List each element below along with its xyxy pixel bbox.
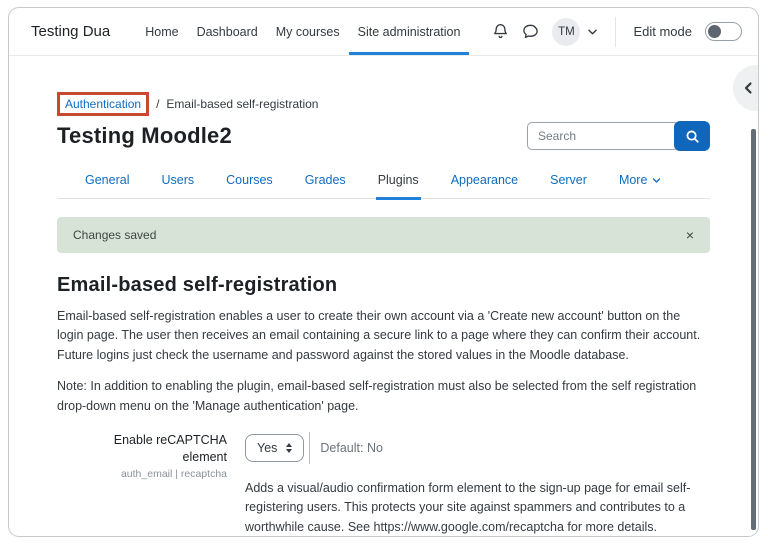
setting-row-enable-recaptcha [57, 432, 710, 537]
tab-general[interactable]: General [85, 173, 130, 187]
chevron-left-icon [742, 81, 755, 95]
select-updown-icon [286, 443, 292, 453]
user-menu[interactable] [552, 18, 598, 46]
setting-id-text: auth_email | recaptcha [120, 467, 227, 480]
setting-default-value: Default: No [320, 440, 383, 455]
avatar[interactable]: TM [552, 18, 580, 46]
success-alert [57, 217, 710, 253]
navbar-right-cluster [492, 8, 742, 55]
nav-item-home[interactable]: Home [145, 24, 179, 39]
moodle-app-window [8, 7, 759, 537]
chevron-down-icon [652, 177, 661, 184]
edit-mode-toggle[interactable] [705, 22, 742, 41]
breadcrumb-link-authentication[interactable]: Authentication [65, 97, 142, 111]
edit-mode-label: Edit mode [633, 24, 692, 39]
navbar-divider [615, 17, 616, 47]
section-note-paragraph: Note: In addition to enabling the plugin, email-based self-registration must also be selected from the self registration drop-down menu on the 'Manage authentication' page. [57, 379, 697, 413]
breadcrumb-annotation-box [57, 92, 149, 116]
setting-label-column [57, 432, 227, 537]
alert-message: Changes saved [73, 228, 157, 242]
tab-courses[interactable]: Courses [226, 173, 273, 187]
search-input[interactable] [527, 122, 679, 150]
messages-chat-icon[interactable] [522, 23, 539, 40]
breadcrumb [57, 92, 710, 116]
recaptcha-select-value: Yes [257, 440, 278, 455]
tab-more[interactable] [617, 165, 663, 198]
chevron-down-icon [587, 28, 598, 36]
setting-control-row [245, 432, 710, 464]
admin-tabs [57, 165, 710, 199]
tab-plugins[interactable]: Plugins [376, 165, 421, 198]
tab-appearance[interactable]: Appearance [450, 173, 519, 187]
recaptcha-select[interactable] [245, 434, 304, 462]
control-divider [309, 432, 310, 464]
breadcrumb-separator: / [156, 97, 160, 111]
tab-users[interactable]: Users [161, 173, 195, 187]
primary-nav [136, 8, 469, 55]
nav-item-dashboard[interactable]: Dashboard [196, 24, 258, 39]
setting-description: Adds a visual/audio confirmation form element to the sign-up page for email self-registering users. This protects your site against spammers and contributes to a worthwhile cause. See https://www.google.com/recaptcha for more details. [245, 480, 691, 534]
page-content [9, 92, 758, 537]
tab-grades[interactable]: Grades [304, 173, 346, 187]
nav-item-my-courses[interactable]: My courses [275, 24, 340, 39]
admin-search [527, 121, 710, 151]
page-title: Testing Moodle2 [57, 123, 232, 148]
tab-server[interactable]: Server [550, 173, 587, 187]
breadcrumb-current-page: Email-based self-registration [166, 97, 319, 111]
notifications-bell-icon[interactable] [492, 23, 509, 40]
top-navbar [9, 8, 758, 56]
setting-control-column [245, 432, 710, 537]
setting-label: Enable reCAPTCHA element [113, 432, 227, 464]
nav-item-site-administration[interactable]: Site administration [349, 8, 470, 55]
scrollbar[interactable] [751, 129, 756, 530]
close-icon[interactable]: × [685, 227, 694, 243]
search-icon [685, 129, 700, 144]
section-intro-paragraph: Email-based self-registration enables a user to create their own account via a 'Create new account' button on the login page. The user then receives an email containing a secure link to a page where they can confirm their account. Future logins just check the username and password against the stored values in the Moodle database. [57, 309, 701, 362]
tab-more-label: More [618, 173, 648, 187]
search-button[interactable] [674, 121, 710, 151]
site-brand[interactable]: Testing Dua [31, 23, 111, 40]
page-header-row [57, 121, 710, 151]
section-heading: Email-based self-registration [57, 274, 338, 296]
toggle-knob [708, 25, 721, 38]
